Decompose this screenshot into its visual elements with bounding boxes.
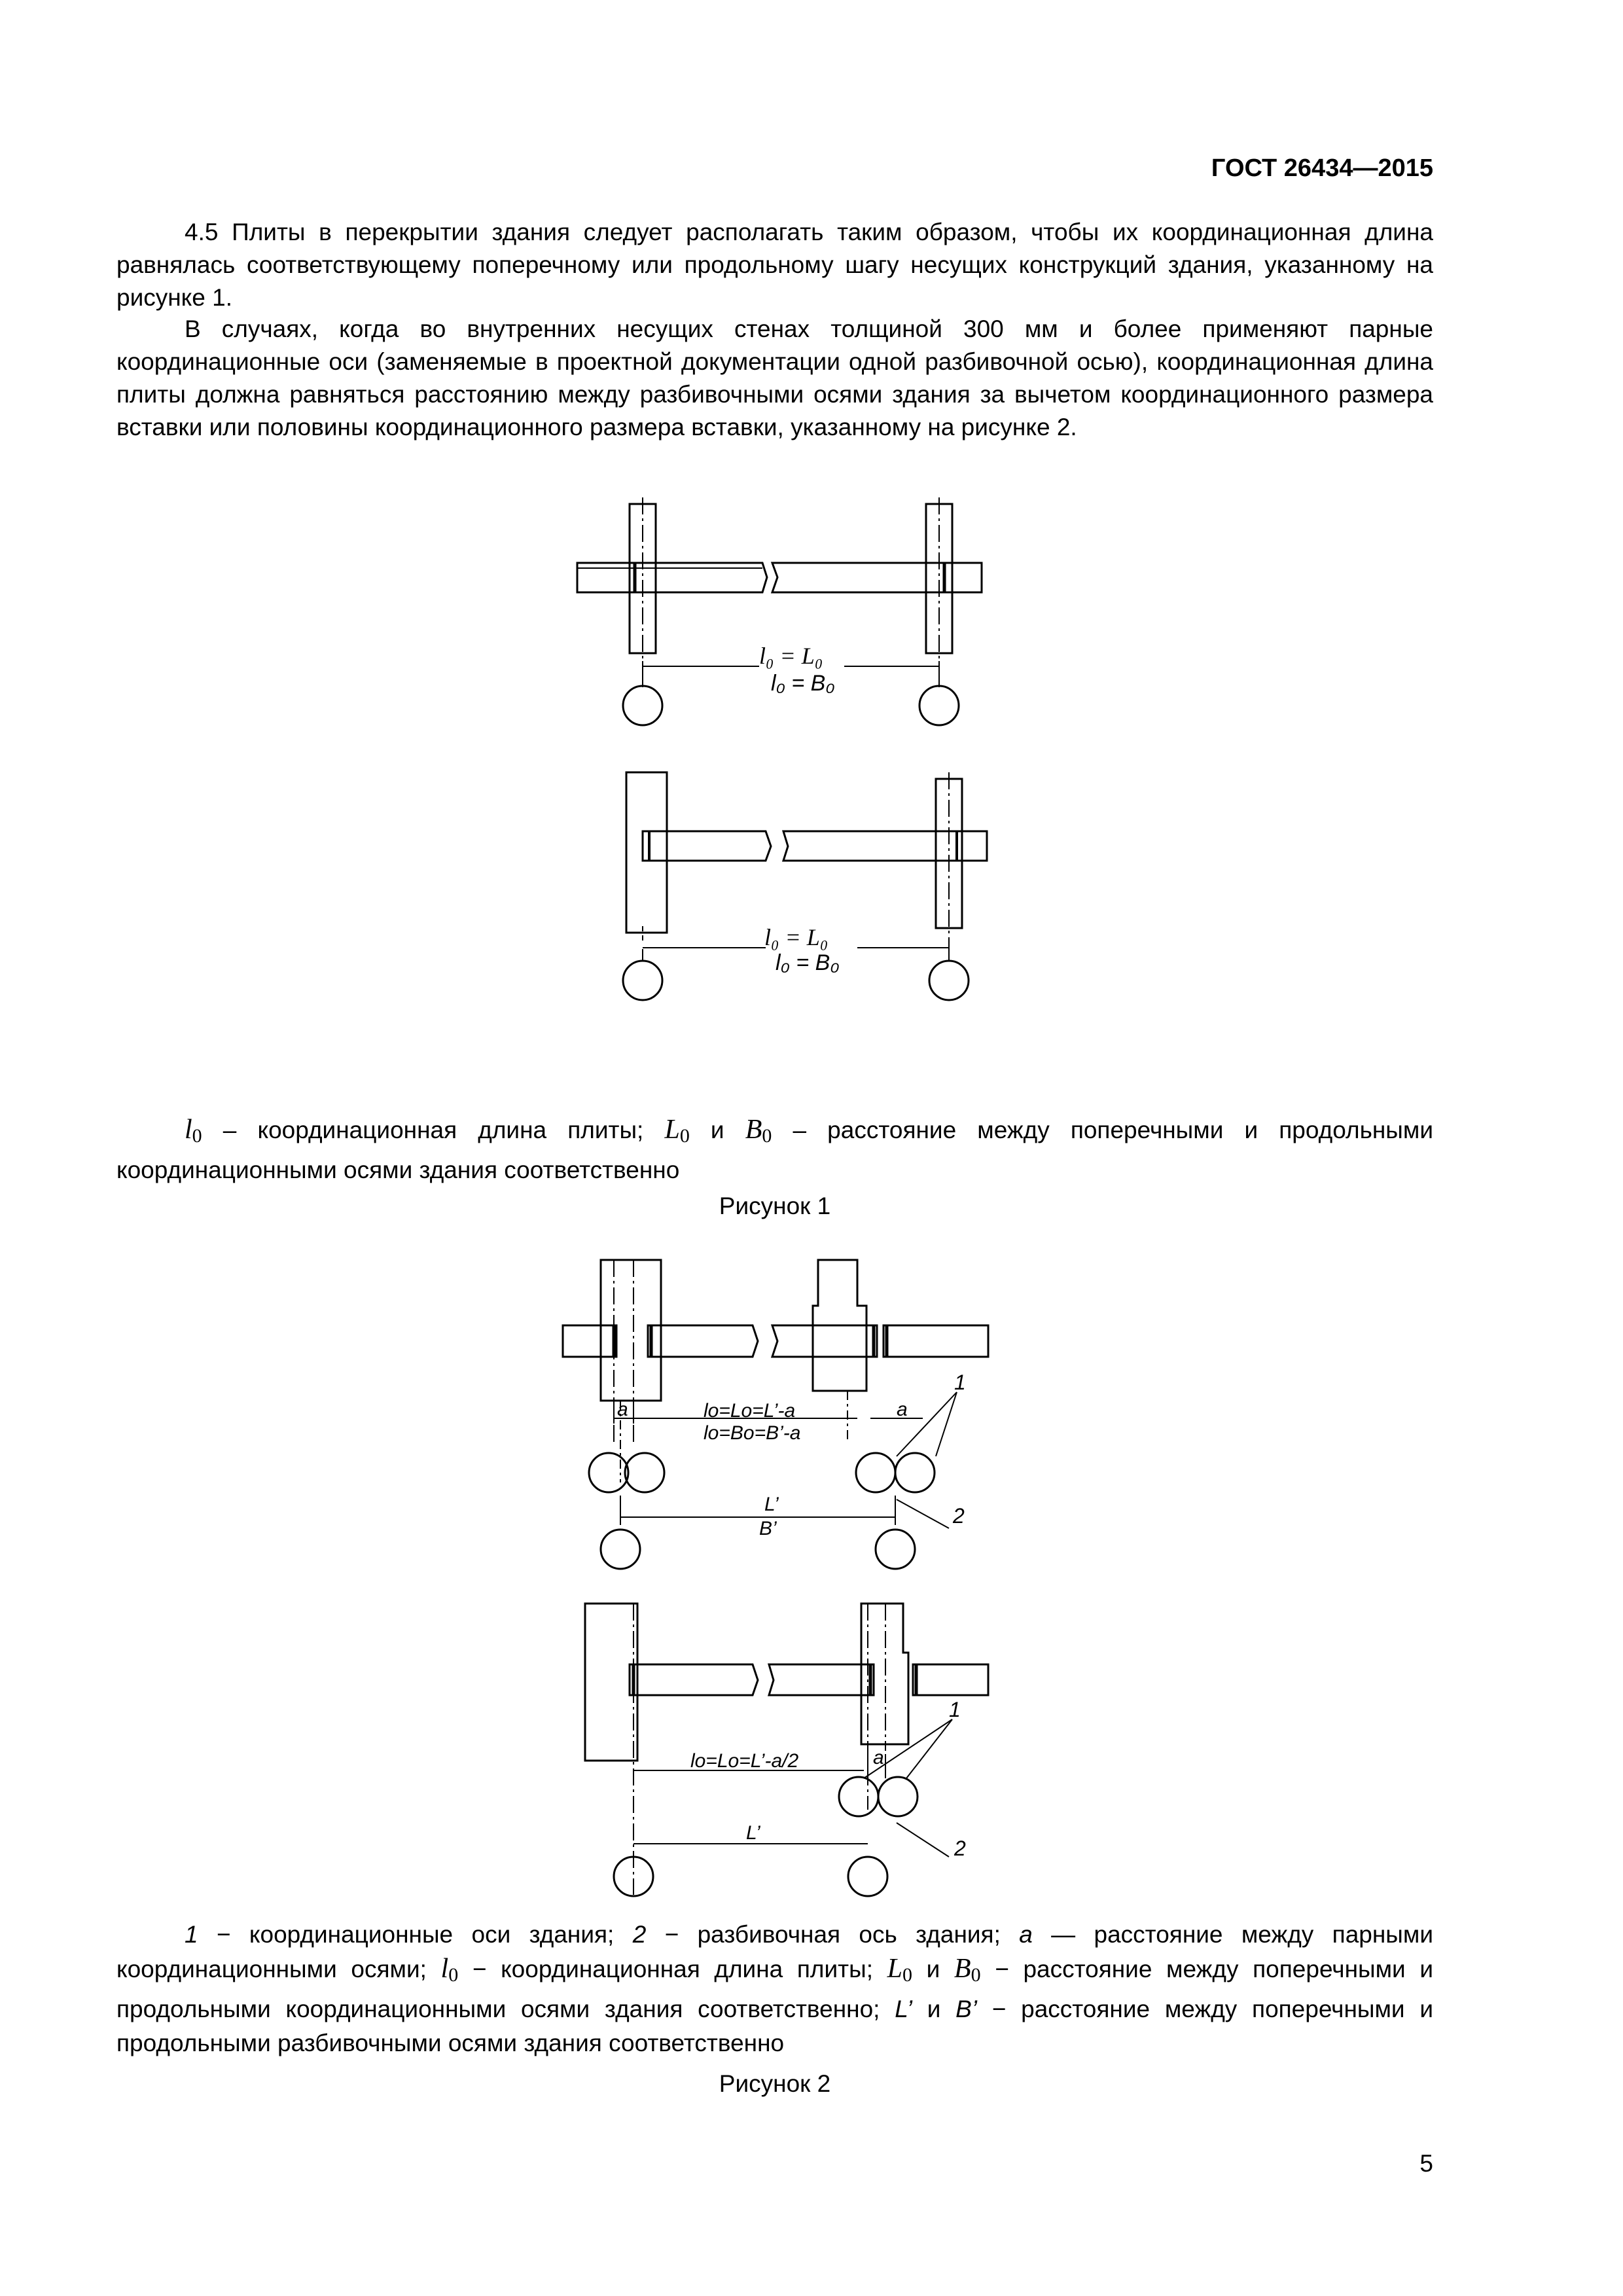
figure-1-bottom-scheme — [623, 772, 987, 1000]
fig2-top-L: L’ — [764, 1494, 779, 1515]
slab-left-end — [563, 1325, 616, 1357]
left-slab — [577, 563, 767, 592]
axis-marker-right — [929, 961, 969, 1000]
figure-2-caption: Рисунок 2 — [719, 2070, 831, 2097]
axis-marker-left — [623, 961, 662, 1000]
slab-center-right — [772, 1325, 877, 1357]
figure-1-legend: $l_0$ – координационная длина плиты; $L_0$ и $B_0$ – расстояние между поперечными и продольными координационными осями здания соответственно — [116, 1115, 1434, 1183]
fig2-top-eq-1: lо=Lо=L’-a — [704, 1400, 796, 1422]
slab-center-left — [648, 1325, 758, 1357]
document-header: ГОСТ 26434—2015 — [1211, 154, 1433, 182]
label-2-bottom: 2 — [954, 1837, 966, 1860]
axis-marker-layout — [601, 1530, 640, 1569]
dim-a-right: a — [897, 1399, 908, 1420]
label-1-top: 1 — [954, 1371, 966, 1394]
axis-marker-coord — [878, 1777, 918, 1816]
fig2-bottom-eq: lо=Lо=L’-a/2 — [690, 1750, 799, 1772]
axis-marker-layout — [848, 1857, 887, 1896]
outer-wall — [626, 772, 667, 933]
fig2-top-eq-2: lо=Bо=B’-a — [704, 1422, 801, 1444]
label-2-top: 2 — [953, 1504, 965, 1528]
axis-marker-coord — [625, 1453, 664, 1492]
page-number: 5 — [1419, 2150, 1433, 2177]
axis-marker-right — [919, 686, 959, 725]
label-1-bottom: 1 — [949, 1698, 961, 1721]
fig1-top-eq-1: l₀ = L₀ — [759, 643, 823, 669]
axis-marker-left — [623, 686, 662, 725]
left-slab — [643, 831, 771, 861]
axis-marker-coord — [895, 1453, 935, 1492]
axis-marker-coord — [839, 1777, 878, 1816]
figure-1-top-scheme — [577, 497, 982, 725]
figure-2-bottom-scheme — [585, 1604, 988, 1896]
fig2-bottom-L: L’ — [746, 1822, 760, 1844]
slab-right-end — [883, 1325, 988, 1357]
figure-1-caption: Рисунок 1 — [719, 1193, 831, 1219]
fig1-bottom-eq-1: l₀ = L₀ — [764, 924, 829, 950]
fig1-top-eq-2: l₀ = B₀ — [771, 671, 835, 696]
dim-a: a — [873, 1747, 884, 1768]
figure-2-legend: 1 − координационные оси здания; 2 − разбивочная ось здания; a — расстояние между парными координационными осями; $l_0$ − координационная длина плиты; $L_0$ и $B_0$ − расстояние между поперечными и продольными координационными осями здания соответственно; L’ и B’ − расстояние между поперечными и продольными разбивочными осями здания соответственно — [116, 1921, 1434, 2056]
figure-2-top-scheme — [563, 1260, 988, 1569]
paragraph-paired-axes: В случаях, когда во внутренних несущих стенах толщиной 300 мм и более применяют парные координационные оси (заменяемые в проектной документации одной разбивочной осью), координационная длина плиты должна равняться расстоянию между разбивочными осями здания за вычетом координационного размера вставки или половины координационного размера вставки, указанному на рисунке 2. — [116, 315, 1433, 440]
fig1-bottom-eq-2: l₀ = B₀ — [776, 950, 840, 975]
fig2-top-B: B’ — [759, 1518, 777, 1539]
slab-left — [630, 1664, 758, 1695]
figure-2-drawing — [556, 1247, 1027, 1908]
axis-marker-coord — [856, 1453, 895, 1492]
axis-marker-coord — [589, 1453, 628, 1492]
paragraph-4-5: 4.5 Плиты в перекрытии здания следует располагать таким образом, чтобы их координационная длина равнялась соответствующему поперечному или продольному шагу несущих конструкций здания, указанному на рисунке 1. — [116, 219, 1433, 311]
slab-right — [913, 1664, 988, 1695]
dim-a-left: a — [617, 1399, 628, 1420]
figure-1-drawing — [563, 497, 1008, 1034]
axis-marker-layout — [876, 1530, 915, 1569]
right-slab — [772, 563, 982, 592]
slab-center — [769, 1664, 874, 1695]
